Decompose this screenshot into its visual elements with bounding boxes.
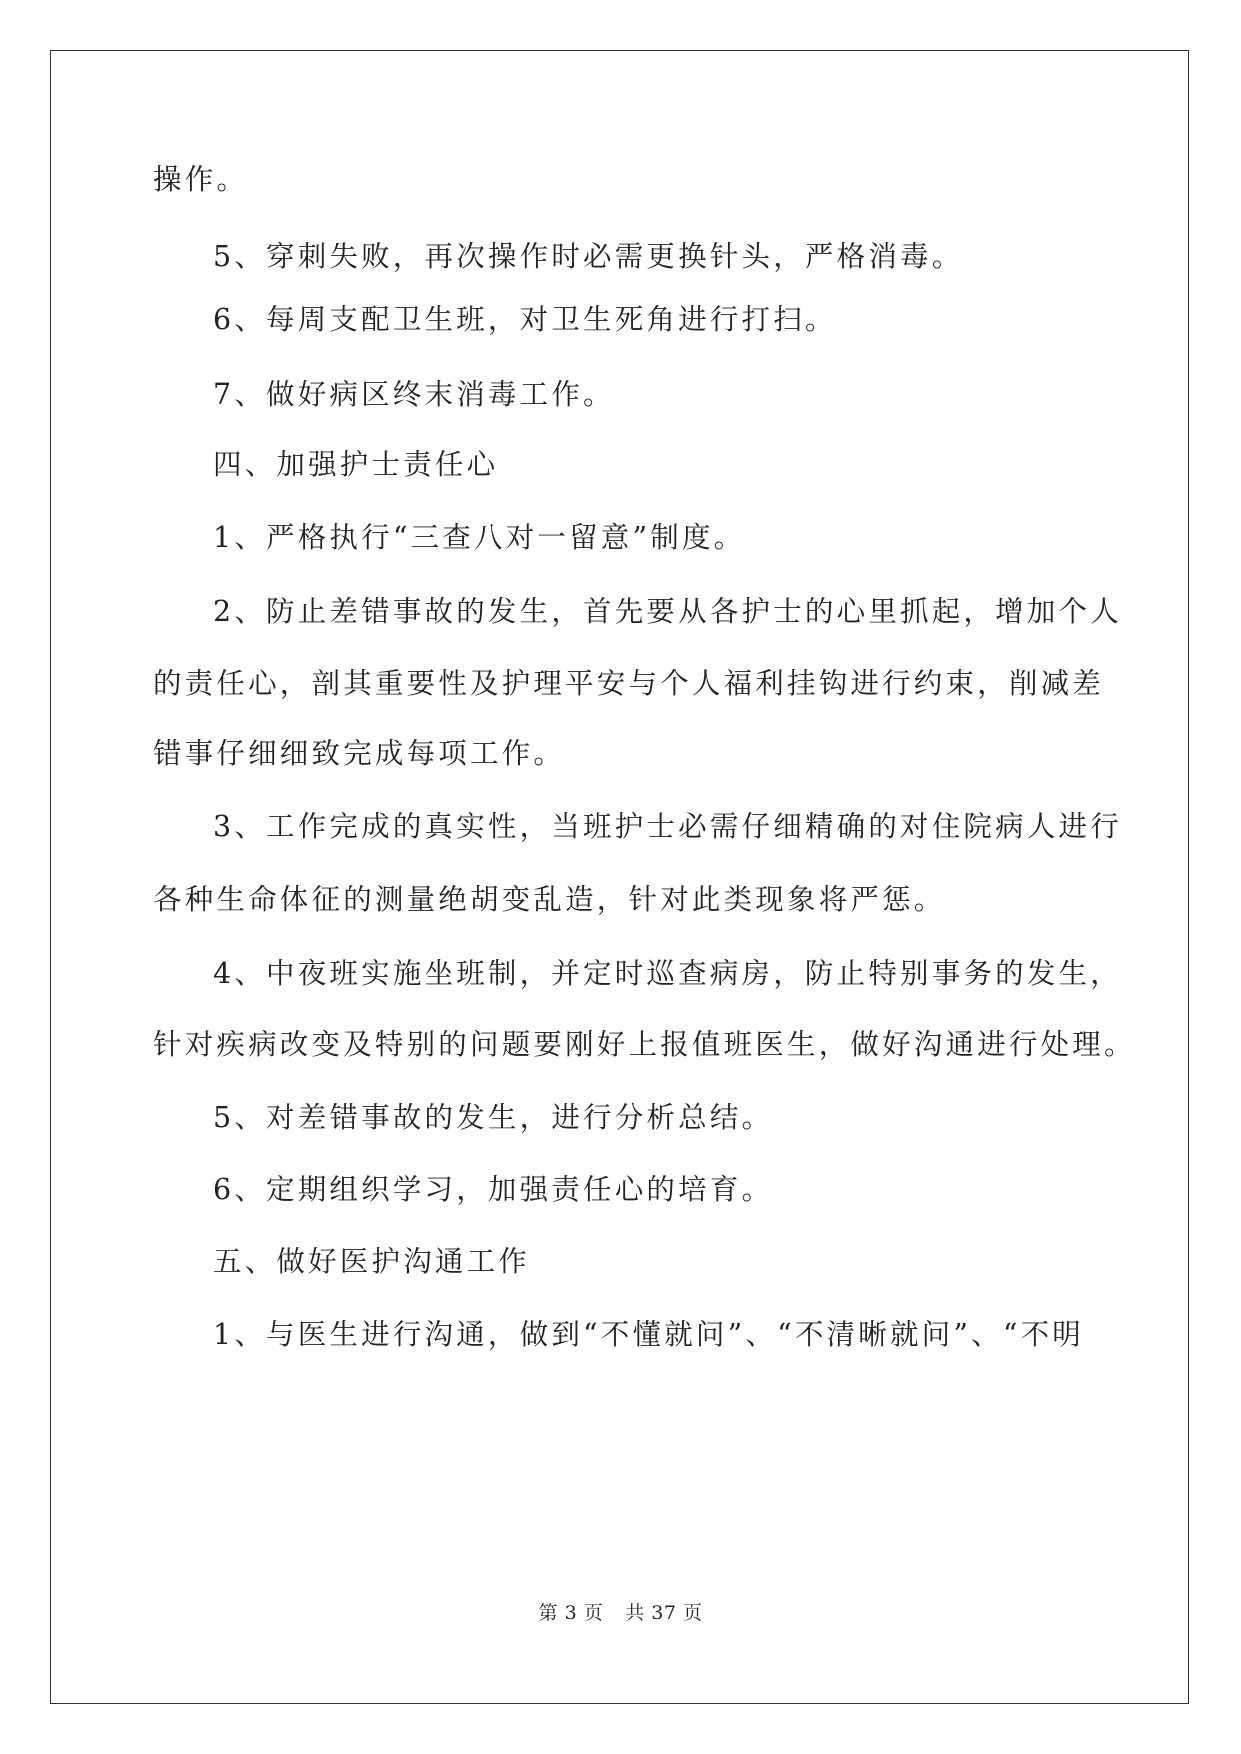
text-line: 操作。 xyxy=(153,163,249,196)
text-line: 6、定期组织学习，加强责任心的培育。 xyxy=(213,1173,774,1206)
text-line: 6、每周支配卫生班，对卫生死角进行打扫。 xyxy=(213,303,837,336)
text-line: 针对疾病改变及特别的问题要刚好上报值班医生，做好沟通进行处理。 xyxy=(153,1028,1136,1061)
text-line: 5、对差错事故的发生，进行分析总结。 xyxy=(213,1101,774,1134)
section-heading: 四、加强护士责任心 xyxy=(213,448,499,481)
text-line: 各种生命体征的测量绝胡变乱造，针对此类现象将严惩。 xyxy=(153,883,946,916)
page-total: 共 37 页 xyxy=(625,1602,703,1624)
text-line: 4、中夜班实施坐班制，并定时巡查病房，防止特别事务的发生， xyxy=(213,957,1122,990)
text-line: 的责任心，剖其重要性及护理平安与个人福利挂钩进行约束，削减差 xyxy=(153,667,1105,700)
text-line: 3、工作完成的真实性，当班护士必需仔细精确的对住院病人进行 xyxy=(213,810,1122,843)
text-line: 1、严格执行“三查八对一留意”制度。 xyxy=(213,521,746,554)
section-heading: 五、做好医护沟通工作 xyxy=(213,1245,531,1278)
page-footer xyxy=(0,1598,1241,1625)
page-border xyxy=(50,50,1189,1704)
text-line: 7、做好病区终末消毒工作。 xyxy=(213,378,615,411)
page-number: 第 3 页 xyxy=(538,1602,604,1624)
text-line: 2、防止差错事故的发生，首先要从各护士的心里抓起，增加个人 xyxy=(213,595,1122,628)
text-line: 错事仔细细致完成每项工作。 xyxy=(153,737,566,770)
text-line: 1、与医生进行沟通，做到“不懂就问”、“不清晰就问”、“不明 xyxy=(213,1318,1084,1351)
text-line: 5、穿刺失败，再次操作时必需更换针头，严格消毒。 xyxy=(213,240,964,273)
